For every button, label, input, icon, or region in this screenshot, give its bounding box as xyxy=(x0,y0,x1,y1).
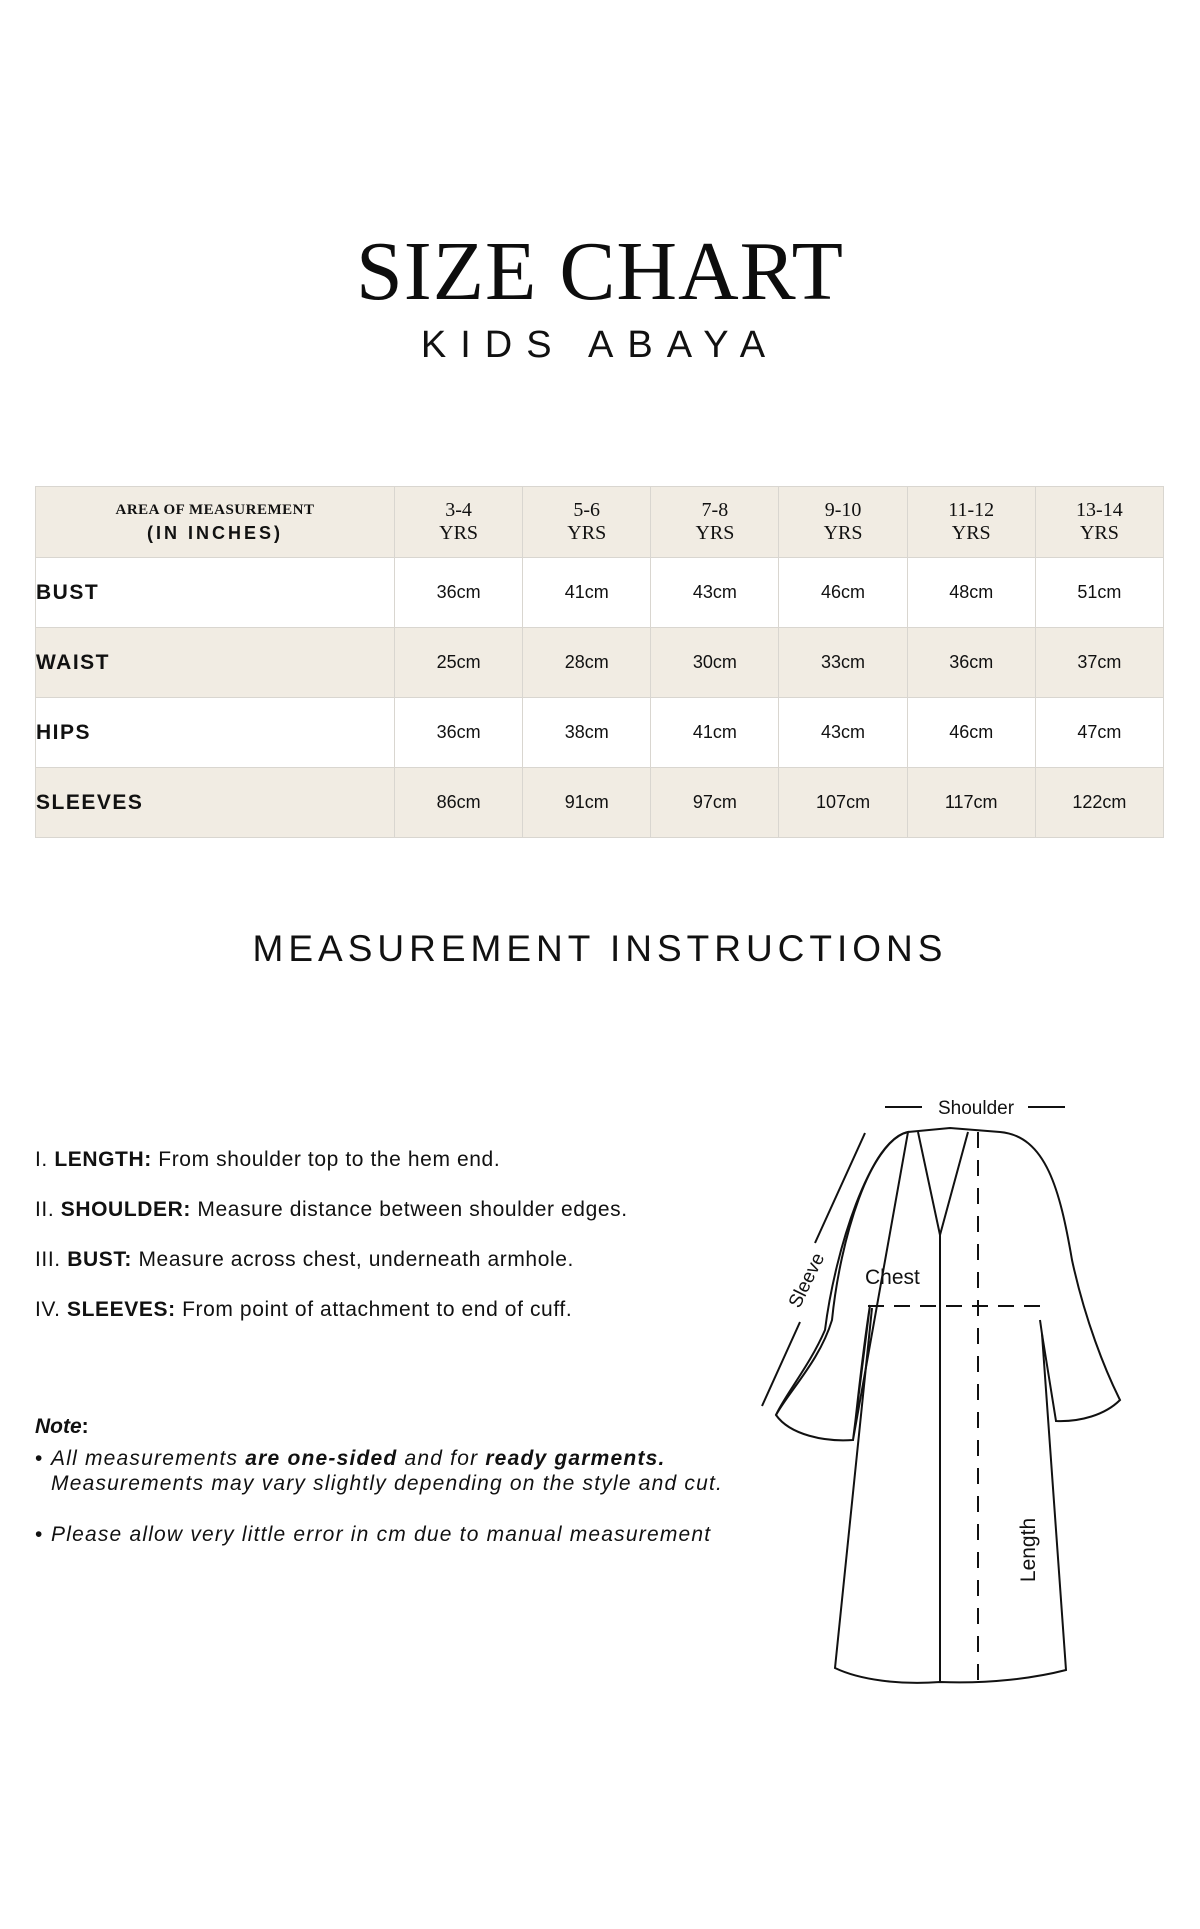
size-header xyxy=(907,487,1035,558)
instructions-title: MEASUREMENT INSTRUCTIONS xyxy=(252,928,948,969)
row-label: WAIST xyxy=(36,628,395,698)
table-row-waist xyxy=(36,628,1164,698)
table-cell: 33cm xyxy=(779,628,907,698)
sleeve-marker-upper xyxy=(815,1133,865,1243)
instruction-item xyxy=(35,1195,735,1225)
table-cell: 51cm xyxy=(1035,558,1163,628)
size-unit: YRS xyxy=(823,522,863,544)
chest-label: Chest xyxy=(865,1266,920,1289)
step-number: II. xyxy=(35,1198,55,1221)
note-title-text: Note xyxy=(35,1415,82,1438)
size-unit: YRS xyxy=(439,522,479,544)
table-cell: 91cm xyxy=(523,768,651,838)
step-desc: Measure distance between shoulder edges. xyxy=(197,1198,628,1221)
size-unit: YRS xyxy=(951,522,991,544)
table-cell: 25cm xyxy=(395,628,523,698)
note-text: Please allow very little error in cm due to manual measurement xyxy=(51,1523,712,1546)
table-cell: 48cm xyxy=(907,558,1035,628)
corner-label: AREA OF MEASUREMENT xyxy=(115,502,315,518)
row-label: HIPS xyxy=(36,698,395,768)
size-unit: YRS xyxy=(567,522,607,544)
step-desc: From shoulder top to the hem end. xyxy=(158,1148,501,1171)
note-item xyxy=(35,1522,735,1547)
v-neckline xyxy=(918,1132,968,1235)
note-title xyxy=(35,1412,735,1442)
step-number: I. xyxy=(35,1148,48,1171)
table-cell: 97cm xyxy=(651,768,779,838)
note-text: and for xyxy=(397,1447,486,1470)
step-term: BUST: xyxy=(67,1248,133,1271)
shoulder-label: Shoulder xyxy=(937,1098,1015,1119)
size-age: 3-4 xyxy=(445,499,472,521)
step-number: III. xyxy=(35,1248,61,1271)
size-header xyxy=(779,487,907,558)
size-header xyxy=(395,487,523,558)
row-label: BUST xyxy=(36,558,395,628)
body-outline xyxy=(835,1308,1066,1683)
table-cell: 117cm xyxy=(907,768,1035,838)
size-chart-table xyxy=(35,486,1164,838)
size-header xyxy=(1035,487,1163,558)
table-cell: 36cm xyxy=(907,628,1035,698)
note-section xyxy=(35,1412,735,1547)
table-cell: 43cm xyxy=(651,558,779,628)
table-corner-cell xyxy=(36,487,395,558)
size-age: 7-8 xyxy=(701,499,729,521)
size-age: 11-12 xyxy=(948,499,995,521)
row-label: SLEEVES xyxy=(36,768,395,838)
note-text: All measurements xyxy=(51,1447,246,1470)
table-cell: 36cm xyxy=(395,698,523,768)
bullet-icon: • xyxy=(35,1523,44,1546)
instruction-item xyxy=(35,1245,735,1275)
table-header-row xyxy=(36,487,1164,558)
size-unit: YRS xyxy=(695,522,735,544)
table-cell: 30cm xyxy=(651,628,779,698)
table-cell: 46cm xyxy=(907,698,1035,768)
table-row-bust xyxy=(36,558,1164,628)
instruction-item xyxy=(35,1295,735,1325)
table-cell: 41cm xyxy=(651,698,779,768)
size-age: 9-10 xyxy=(824,499,862,521)
table-cell: 28cm xyxy=(523,628,651,698)
note-emphasis: ready garments. xyxy=(485,1447,666,1470)
length-label: Length xyxy=(1017,1517,1040,1583)
size-header xyxy=(523,487,651,558)
step-desc: Measure across chest, underneath armhole. xyxy=(138,1248,574,1271)
instruction-item xyxy=(35,1145,735,1175)
table-row-sleeves xyxy=(36,768,1164,838)
note-item xyxy=(35,1446,735,1496)
corner-unit: (IN INCHES) xyxy=(147,523,283,543)
table-cell: 47cm xyxy=(1035,698,1163,768)
size-header xyxy=(651,487,779,558)
instruction-list xyxy=(35,1145,735,1345)
page-title: SIZE CHART xyxy=(356,225,844,318)
table-cell: 38cm xyxy=(523,698,651,768)
step-term: LENGTH: xyxy=(54,1148,152,1171)
note-emphasis: are one-sided xyxy=(245,1447,398,1470)
bullet-icon: • xyxy=(35,1447,44,1470)
size-age: 13-14 xyxy=(1076,499,1123,521)
sleeve-label: Sleeve xyxy=(784,1249,830,1312)
size-age: 5-6 xyxy=(573,499,601,521)
sleeve-marker-lower xyxy=(762,1322,800,1406)
table-cell: 46cm xyxy=(779,558,907,628)
table-cell: 41cm xyxy=(523,558,651,628)
step-term: SHOULDER: xyxy=(60,1198,191,1221)
table-cell: 107cm xyxy=(779,768,907,838)
table-cell: 122cm xyxy=(1035,768,1163,838)
step-term: SLEEVES: xyxy=(67,1298,176,1321)
table-row-hips xyxy=(36,698,1164,768)
size-unit: YRS xyxy=(1079,522,1119,544)
table-cell: 86cm xyxy=(395,768,523,838)
step-number: IV. xyxy=(35,1298,61,1321)
step-desc: From point of attachment to end of cuff. xyxy=(182,1298,573,1321)
page-subtitle: KIDS ABAYA xyxy=(420,324,780,366)
note-title-colon: : xyxy=(81,1415,89,1438)
table-cell: 37cm xyxy=(1035,628,1163,698)
table-cell: 43cm xyxy=(779,698,907,768)
table-cell: 36cm xyxy=(395,558,523,628)
abaya-diagram xyxy=(750,1070,1190,1710)
note-text: Measurements may vary slightly depending on the style and cut. xyxy=(51,1472,724,1495)
